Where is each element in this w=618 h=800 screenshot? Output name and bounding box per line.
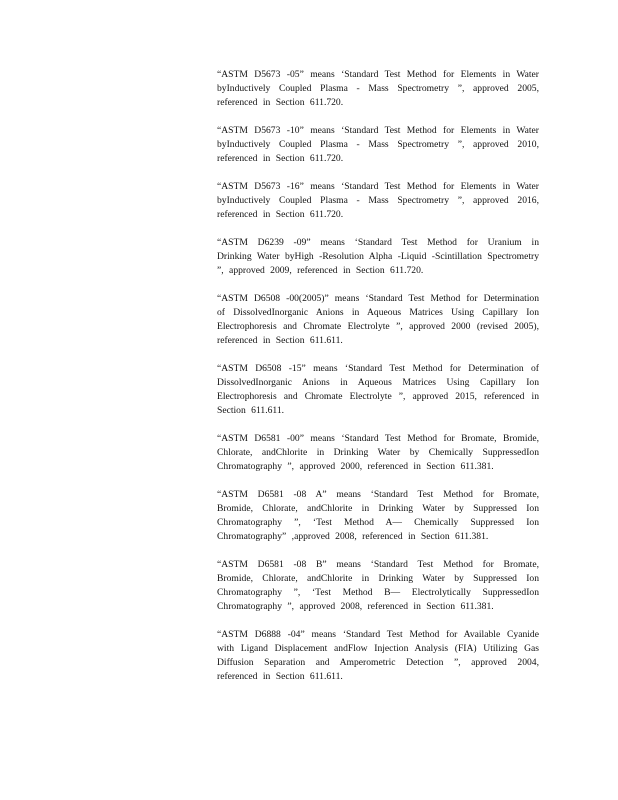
definition-entry-astm-d6888-04: “ASTM D6888 -04” means ‘Standard Test Method for Available Cyanide with Ligand Displacement andFlow Injection Analysis (FIA) Utilizing Gas Diffusion Separation and Amperometric Detection ”, approved 2004, referenced in Section 611.611. (217, 629, 539, 682)
definition-entry-astm-d5673-10: “ASTM D5673 -10” means ‘Standard Test Method for Elements in Water byInductively Coupled Plasma - Mass Spectrometry ”, approved 2010, referenced in Section 611.720. (217, 125, 539, 164)
definition-entry-astm-d6239-09: “ASTM D6239 -09” means ‘Standard Test Method for Uranium in Drinking Water byHigh -Resolution Alpha -Liquid -Scintillation Spectrometry ”, approved 2009, referenced in Section 611.720. (217, 237, 539, 276)
definition-entry-astm-d6508-15: “ASTM D6508 -15” means ‘Standard Test Method for Determination of DissolvedInorganic Anions in Aqueous Matrices Using Capillary Ion Electrophoresis and Chromate Electrolyte ”, approved 2015, referenced in Section 611.611. (217, 363, 539, 416)
definition-entry-astm-d5673-16: “ASTM D5673 -16” means ‘Standard Test Method for Elements in Water byInductively Coupled Plasma - Mass Spectrometry ”, approved 2016, referenced in Section 611.720. (217, 181, 539, 220)
definition-entry-astm-d5673-05: “ASTM D5673 -05” means ‘Standard Test Method for Elements in Water byInductively Coupled Plasma - Mass Spectrometry ”, approved 2005, referenced in Section 611.720. (217, 69, 539, 108)
definition-entry-astm-d6581-00: “ASTM D6581 -00” means ‘Standard Test Method for Bromate, Bromide, Chlorate, andChlorite in Drinking Water by Chemically SuppressedIon Chromatography ”, approved 2000, referenced in Section 611.381. (217, 433, 539, 472)
definition-entry-astm-d6508-00: “ASTM D6508 -00(2005)” means ‘Standard Test Method for Determination of DissolvedInorganic Anions in Aqueous Matrices Using Capillary Ion Electrophoresis and Chromate Electrolyte ”, approved 2000 (revised 2005), referenced in Section 611.611. (217, 293, 539, 346)
definitions-list (217, 68, 539, 698)
definition-entry-astm-d6581-08a: “ASTM D6581 -08 A” means ‘Standard Test Method for Bromate, Bromide, Chlorate, andChlorite in Drinking Water by Suppressed Ion Chromatography ”, ‘Test Method A— Chemically Suppressed Ion Chromatography” ,approved 2008, referenced in Section 611.381. (217, 489, 539, 542)
definition-entry-astm-d6581-08b: “ASTM D6581 -08 B” means ‘Standard Test Method for Bromate, Bromide, Chlorate, andChlorite in Drinking Water by Suppressed Ion Chromatography ”, ‘Test Method B— Electrolytically SuppressedIon Chromatography ”, approved 2008, referenced in Section 611.381. (217, 559, 539, 612)
